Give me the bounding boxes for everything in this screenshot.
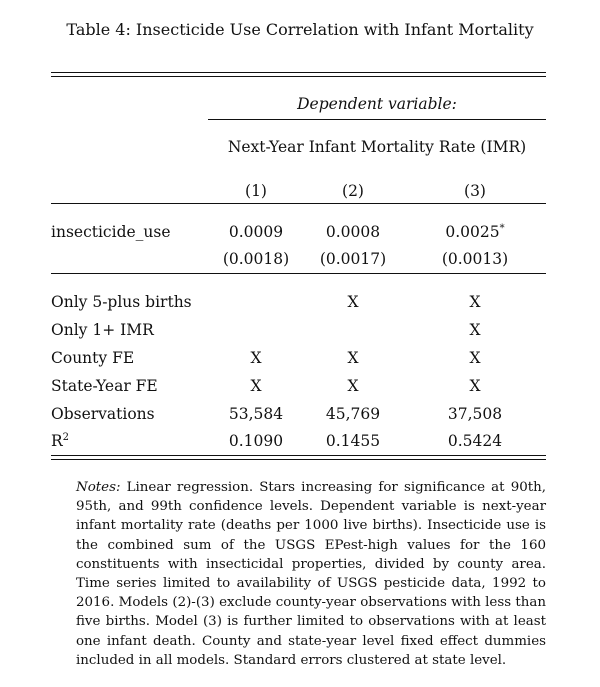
std-error-1: (0.0018) <box>222 250 290 268</box>
dependent-variable-label: Dependent variable: <box>297 95 457 113</box>
cell-observations-3: 37,508 <box>447 405 503 423</box>
cell-r-squared-1: 0.1090 <box>228 432 284 450</box>
row-label-state-year-fe: State-Year FE <box>51 377 158 395</box>
cell-5plus-3: X <box>469 293 481 311</box>
notes-lead: Notes: <box>76 480 121 495</box>
top-rule <box>51 72 546 73</box>
cell-county-fe-1: X <box>250 349 262 367</box>
table-notes <box>76 478 546 670</box>
cell-1imr-3: X <box>469 321 481 339</box>
row-label-r-squared: $R^2$ <box>51 431 70 450</box>
top-rule-second <box>51 76 546 77</box>
coef-estimate-2: 0.0008 <box>325 223 381 241</box>
bottom-rule-second <box>51 459 546 460</box>
coef-label: insecticide_use <box>51 223 171 241</box>
dependent-variable-name: Next-Year Infant Mortality Rate (IMR) <box>227 138 527 156</box>
cell-observations-1: 53,584 <box>228 405 284 423</box>
cell-state-year-fe-2: X <box>347 377 359 395</box>
cell-state-year-fe-1: X <box>250 377 262 395</box>
header-rule <box>51 203 546 204</box>
std-error-2: (0.0017) <box>319 250 387 268</box>
coef-estimate-3: 0.0025* <box>445 222 505 241</box>
model-number-1: (1) <box>245 182 267 200</box>
model-number-3: (3) <box>464 182 486 200</box>
body-rule <box>51 273 546 274</box>
row-label-1imr: Only 1+ IMR <box>51 321 154 339</box>
cell-county-fe-3: X <box>469 349 481 367</box>
row-label-5plus: Only 5-plus births <box>51 293 192 311</box>
cell-r-squared-3: 0.5424 <box>447 432 503 450</box>
cell-observations-2: 45,769 <box>325 405 381 423</box>
cell-state-year-fe-3: X <box>469 377 481 395</box>
row-label-observations: Observations <box>51 405 155 423</box>
bottom-rule <box>51 455 546 456</box>
notes-text: Linear regression. Stars increasing for significance at 90th, 95th, and 99th confidence levels. Dependent variable is next-year infant mortality rate (deaths per 1000 live births). Insecticide use is the combined sum of the USGS EPest-high values for the 160 constituents with insecticidal properties, divided by county area. Time series limited to availability of USGS pesticide data, 1992 to 2016. Models (2)-(3) exclude county-year observations with less than five births. Model (3) is further limited to observations with at least one infant death. County and state-year level fixed effect dummies included in all models. Standard errors clustered at state level. <box>76 480 546 668</box>
model-number-2: (2) <box>342 182 364 200</box>
coef-estimate-1: 0.0009 <box>228 223 284 241</box>
cell-r-squared-2: 0.1455 <box>325 432 381 450</box>
cell-5plus-2: X <box>347 293 359 311</box>
dependent-subrule <box>208 119 546 120</box>
row-label-county-fe: County FE <box>51 349 135 367</box>
table-caption: Table 4: Insecticide Use Correlation with Infant Mortality <box>66 20 534 39</box>
std-error-3: (0.0013) <box>441 250 509 268</box>
cell-county-fe-2: X <box>347 349 359 367</box>
